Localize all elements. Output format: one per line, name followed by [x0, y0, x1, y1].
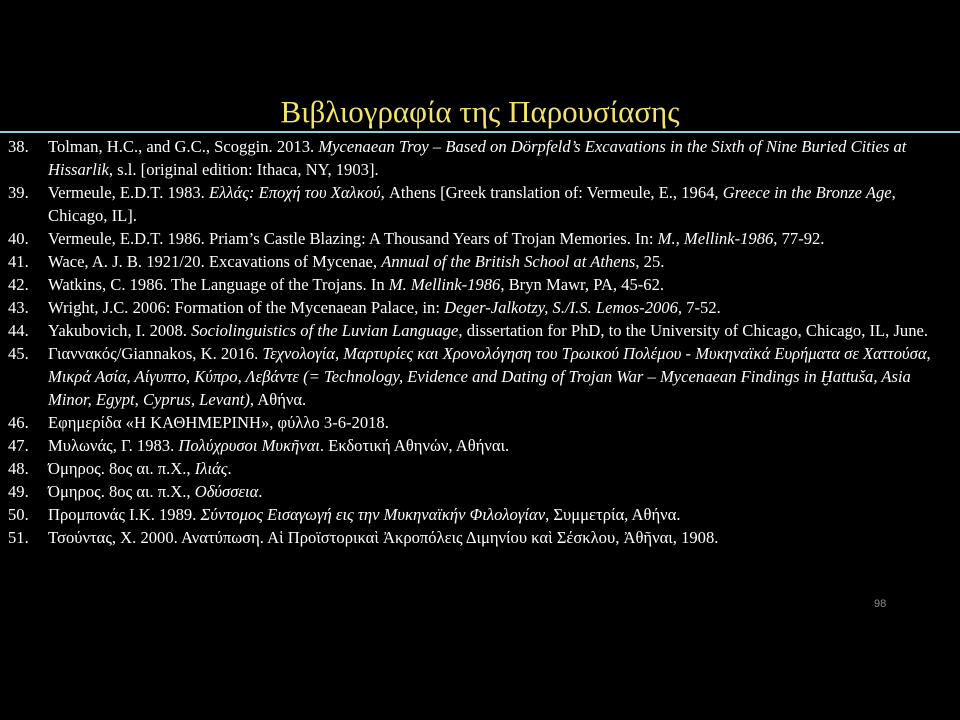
reference-item: [8, 503, 956, 526]
reference-text-segment: Wright, J.C. 2006: Formation of the Mycenaean Palace, in:: [48, 298, 445, 317]
reference-item: [8, 181, 956, 227]
reference-item: [8, 342, 956, 411]
reference-number: 42.: [8, 275, 29, 294]
reference-text: [48, 482, 262, 501]
reference-number: 50.: [8, 505, 29, 524]
reference-item: [8, 411, 956, 434]
reference-number: 43.: [8, 298, 29, 317]
reference-text: [48, 275, 664, 294]
reference-text: [48, 459, 232, 478]
reference-item: [8, 273, 956, 296]
slide-title: Βιβλιογραφία της Παρουσίασης: [280, 94, 680, 129]
reference-text-segment: Vermeule, E.D.T. 1986. Priam’s Castle Blazing: A Thousand Years of Trojan Memories. In:: [48, 229, 658, 248]
reference-text: [48, 252, 664, 271]
reference-title-italic: Sociolinguistics of the Luvian Language: [191, 321, 459, 340]
reference-text-segment: , Chicago, IL].: [48, 183, 896, 225]
reference-title-italic: M., Mellink-1986: [657, 229, 774, 248]
reference-item: [8, 250, 956, 273]
reference-title-italic: Τεχνολογία, Μαρτυρίες και Χρονολόγηση του Τρωικού Πολέμου - Μυκηναϊκά Ευρήματα σε Χαττούσα, Μικρά Ασία, Αίγυπτο, Κύπρο, Λεβάντε (= Technology, Evidence and Dating of Trojan War – Mycenaean Findings in Ḫattuša, Asia Minor, Egypt, Cyprus, Levant): [48, 344, 931, 409]
reference-text-segment: Γιαννακός/Giannakos, K. 2016.: [48, 344, 263, 363]
reference-text-segment: Προμπονάς Ι.Κ. 1989.: [48, 505, 201, 524]
reference-number: 45.: [8, 344, 29, 363]
reference-item: [8, 319, 956, 342]
reference-text-segment: Όμηρος. 8ος αι. π.Χ.,: [48, 459, 195, 478]
reference-text-segment: Τσούντας, Χ. 2000. Ανατύπωση. Αἱ Προϊστορικαὶ Ἀκροπόλεις Διμηνίου καὶ Σέσκλου, Ἀθῆναι, 1908.: [48, 528, 719, 547]
reference-text: [48, 528, 718, 547]
reference-text-segment: , 77-92.: [773, 229, 825, 248]
reference-text: [48, 436, 509, 455]
reference-text-segment: , Συμμετρία, Αθήνα.: [545, 505, 681, 524]
reference-text-segment: Tolman, H.C., and G.C., Scoggin. 2013.: [48, 137, 319, 156]
reference-number: 39.: [8, 183, 29, 202]
reference-number: 38.: [8, 137, 29, 156]
reference-title-italic: Πολύχρυσοι Μυκῆναι: [178, 436, 320, 455]
reference-text-segment: .: [227, 459, 232, 478]
reference-text-segment: , s.l. [original edition: Ithaca, NY, 1903].: [108, 160, 379, 179]
reference-title-italic: Deger-Jalkotzy, S./I.S. Lemos-2006: [444, 298, 678, 317]
reference-text-segment: , Athens [Greek translation of: Vermeule, E., 1964,: [380, 183, 723, 202]
reference-list: [8, 135, 956, 549]
reference-title-italic: Greece in the Bronze Age: [722, 183, 892, 202]
reference-text-segment: . Εκδοτική Αθηνών, Αθήναι.: [319, 436, 510, 455]
reference-text-segment: , Αθήνα.: [249, 390, 307, 409]
reference-text: [48, 137, 906, 179]
reference-item: [8, 296, 956, 319]
reference-text: [48, 298, 721, 317]
reference-item: [8, 135, 956, 181]
title-divider: [0, 131, 960, 133]
reference-text-segment: Όμηρος. 8ος αι. π.Χ.,: [48, 482, 195, 501]
reference-text-segment: Εφημερίδα «Η ΚΑΘΗΜΕΡΙΝΗ», φύλλο 3-6-2018.: [48, 413, 389, 432]
reference-number: 47.: [8, 436, 29, 455]
reference-text: [48, 344, 931, 409]
reference-text: [48, 413, 389, 432]
reference-text-segment: , 7-52.: [677, 298, 721, 317]
reference-text-segment: Vermeule, E.D.T. 1983.: [48, 183, 209, 202]
reference-text: [48, 505, 680, 524]
reference-number: 40.: [8, 229, 29, 248]
reference-text-segment: Μυλωνάς, Γ. 1983.: [48, 436, 179, 455]
reference-title-italic: Ελλάς: Εποχή του Χαλκού: [208, 183, 381, 202]
reference-text-segment: .: [258, 482, 263, 501]
reference-number: 51.: [8, 528, 29, 547]
reference-title-italic: Annual of the British School at Athens: [381, 252, 636, 271]
reference-text: [48, 183, 896, 225]
reference-number: 44.: [8, 321, 29, 340]
reference-item: [8, 434, 956, 457]
reference-item: [8, 480, 956, 503]
reference-number: 46.: [8, 413, 29, 432]
reference-title-italic: Οδύσσεια: [194, 482, 259, 501]
page-number: 98: [874, 598, 887, 610]
reference-title-italic: M. Mellink-1986: [388, 275, 501, 294]
reference-number: 41.: [8, 252, 29, 271]
reference-title-italic: Ιλιάς: [194, 459, 228, 478]
reference-number: 49.: [8, 482, 29, 501]
reference-text: [48, 321, 928, 340]
reference-text-segment: Yakubovich, I. 2008.: [48, 321, 192, 340]
reference-item: [8, 227, 956, 250]
reference-text: [48, 229, 824, 248]
reference-item: [8, 457, 956, 480]
reference-title-italic: Σύντομος Εισαγωγή εις την Μυκηναϊκήν Φιλολογίαν: [200, 505, 546, 524]
reference-title-italic: Mycenaean Troy – Based on Dörpfeld’s Excavations in the Sixth of Nine Buried Cities at Hissarlik: [48, 137, 907, 179]
reference-text-segment: , 25.: [635, 252, 665, 271]
reference-text-segment: Wace, A. J. B. 1921/20. Excavations of Mycenae,: [48, 252, 382, 271]
reference-text-segment: , dissertation for PhD, to the University of Chicago, Chicago, IL, June.: [458, 321, 929, 340]
reference-number: 48.: [8, 459, 29, 478]
reference-text-segment: Watkins, C. 1986. The Language of the Trojans. In: [48, 275, 389, 294]
reference-item: [8, 526, 956, 549]
reference-text-segment: , Bryn Mawr, PA, 45-62.: [500, 275, 665, 294]
